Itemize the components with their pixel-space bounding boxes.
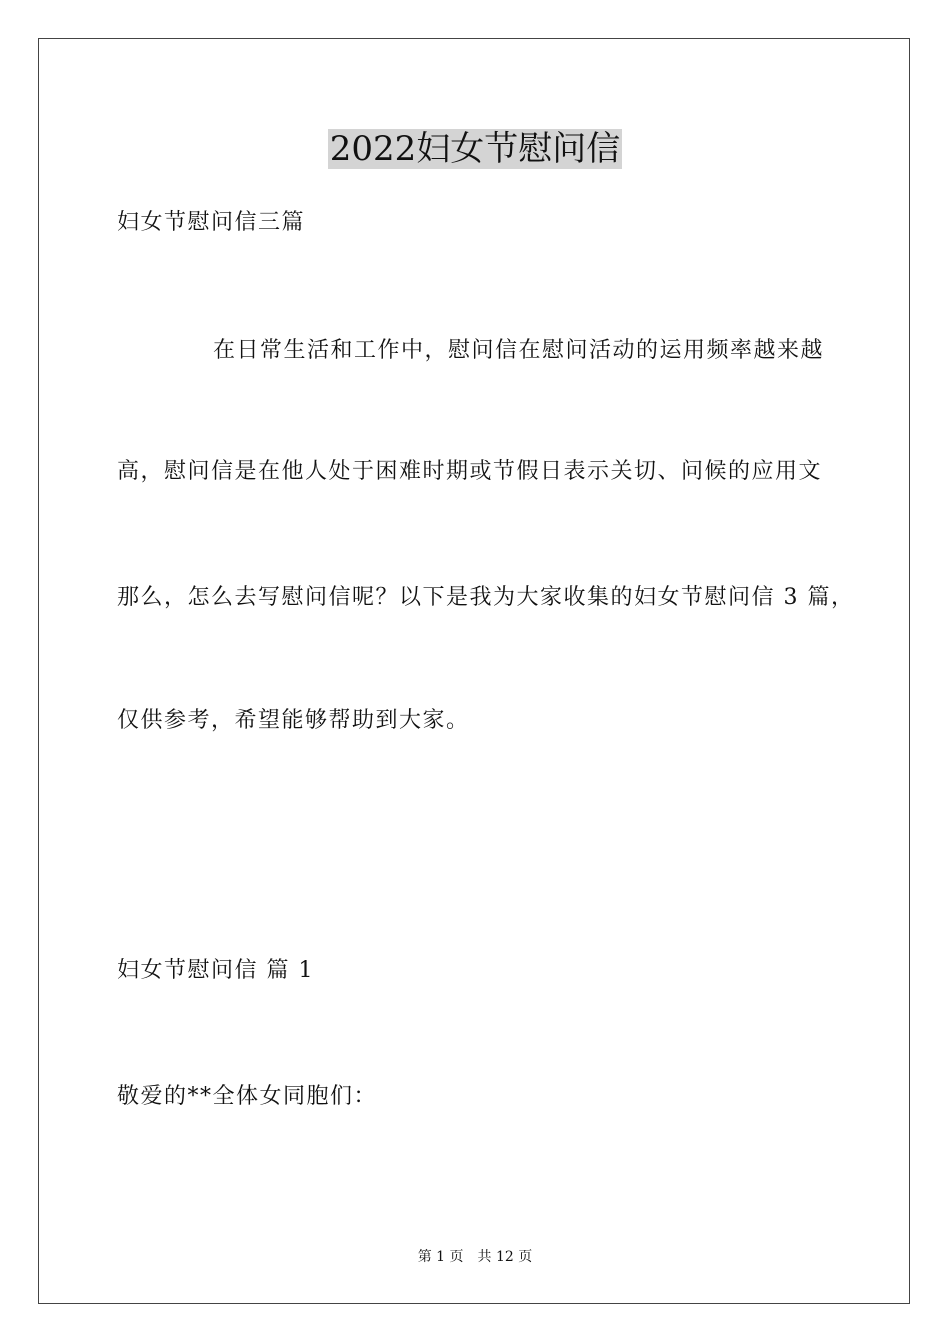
intro-line-4: 仅供参考，希望能够帮助到大家。	[117, 708, 470, 733]
intro-line-3: 那么，怎么去写慰问信呢？以下是我为大家收集的妇女节慰问信 3 篇，	[117, 585, 855, 610]
page-footer	[0, 1248, 950, 1266]
page-total: 共 12 页	[477, 1249, 533, 1265]
document-title	[0, 128, 950, 170]
document-title-text: 2022妇女节慰问信	[329, 129, 621, 169]
intro-line-1: 在日常生活和工作中，慰问信在慰问活动的运用频率越来越	[213, 338, 825, 363]
intro-line-2: 高，慰问信是在他人处于困难时期或节假日表示关切、问候的应用文	[117, 459, 823, 484]
salutation: 敬爱的**全体女同胞们：	[117, 1084, 378, 1109]
document-subtitle: 妇女节慰问信三篇	[117, 210, 306, 235]
page-number: 第 1 页	[417, 1249, 464, 1265]
section-heading: 妇女节慰问信 篇 1	[117, 958, 314, 983]
